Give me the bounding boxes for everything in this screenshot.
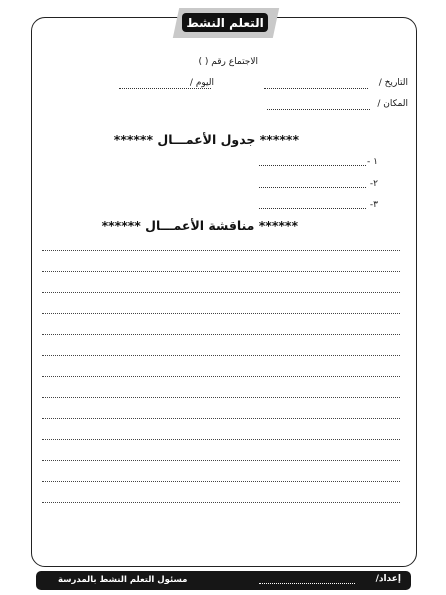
- agenda-item-2-field[interactable]: [259, 187, 366, 188]
- discussion-heading: ****** مناقشة الأعمـــال ******: [101, 218, 298, 233]
- agenda-item-1-field[interactable]: [259, 165, 366, 166]
- agenda-item-1-label: ١ -: [367, 157, 378, 167]
- place-field[interactable]: [267, 109, 370, 110]
- date-field[interactable]: [264, 88, 368, 89]
- meeting-number-label: الاجتماع رقم ( ): [198, 57, 258, 67]
- discussion-line[interactable]: [42, 418, 400, 419]
- discussion-line[interactable]: [42, 250, 400, 251]
- agenda-item-3-label: ٣-: [369, 200, 378, 210]
- prepared-by-field[interactable]: [259, 583, 355, 584]
- discussion-line[interactable]: [42, 355, 400, 356]
- discussion-line[interactable]: [42, 376, 400, 377]
- day-field[interactable]: [119, 88, 211, 89]
- day-label: اليوم /: [189, 78, 214, 88]
- responsible-label: مسئول التعلم النشط بالمدرسة: [58, 575, 188, 585]
- agenda-item-3-field[interactable]: [259, 208, 366, 209]
- discussion-line[interactable]: [42, 439, 400, 440]
- agenda-heading: ****** جدول الأعمـــال ******: [113, 132, 299, 147]
- date-label: التاريخ /: [378, 78, 408, 88]
- prepared-by-label: إعداد/: [375, 574, 401, 584]
- place-label: المكان /: [377, 99, 408, 109]
- discussion-line[interactable]: [42, 292, 400, 293]
- discussion-line[interactable]: [42, 460, 400, 461]
- discussion-line[interactable]: [42, 313, 400, 314]
- discussion-line[interactable]: [42, 271, 400, 272]
- discussion-line[interactable]: [42, 334, 400, 335]
- discussion-line[interactable]: [42, 397, 400, 398]
- agenda-item-2-label: ٢-: [369, 179, 378, 189]
- footer-bar: [36, 571, 411, 590]
- discussion-line[interactable]: [42, 481, 400, 482]
- page-title: التعلم النشط: [182, 13, 268, 32]
- discussion-line[interactable]: [42, 502, 400, 503]
